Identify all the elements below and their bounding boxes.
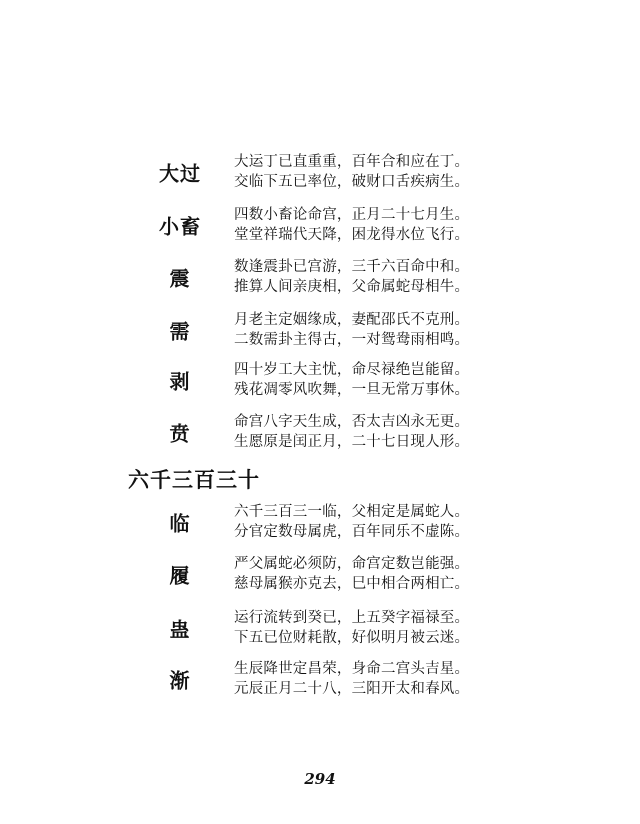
verse-entry bbox=[0, 659, 640, 699]
verse-line: 慈母属猴亦克去，巳中相合两相亡。 bbox=[234, 576, 470, 592]
hexagram-name: 大过 bbox=[159, 161, 201, 186]
verse-entry bbox=[0, 360, 640, 400]
verse-line: 命宫八字天生成，否太吉凶永无更。 bbox=[234, 414, 470, 430]
hexagram-name: 蛊 bbox=[169, 617, 191, 642]
page-number: 294 bbox=[304, 770, 336, 788]
verse-line: 残花凋零风吹舞，一旦无常万事休。 bbox=[234, 382, 470, 398]
hexagram-name: 小畜 bbox=[159, 214, 201, 239]
verse-line: 元辰正月二十八，三阳开太和春风。 bbox=[234, 681, 470, 697]
verse-line: 生愿原是闰正月，二十七日现人形。 bbox=[234, 434, 470, 450]
verse-line: 堂堂祥瑞代天降，困龙得水位飞行。 bbox=[234, 227, 470, 243]
hexagram-name: 剥 bbox=[169, 369, 191, 394]
verse-line: 分官定数母属虎，百年同乐不虚陈。 bbox=[234, 524, 470, 540]
verse-line: 运行流转到癸已，上五癸字福禄至。 bbox=[234, 610, 470, 626]
verse-entry bbox=[0, 205, 640, 245]
verse-entry bbox=[0, 554, 640, 594]
verse-line: 六千三百三一临，父相定是属蛇人。 bbox=[234, 504, 470, 520]
hexagram-name: 渐 bbox=[169, 668, 191, 693]
verse-entry bbox=[0, 310, 640, 350]
verse-line: 下五已位财耗散，好似明月被云迷。 bbox=[234, 630, 470, 646]
verse-line: 月老主定姻缘成，妻配邵氏不克刑。 bbox=[234, 312, 470, 328]
verse-line: 严父属蛇必须防，命宫定数岂能强。 bbox=[234, 556, 470, 572]
verse-line: 四数小畜论命宫，正月二十七月生。 bbox=[234, 207, 470, 223]
verse-entry bbox=[0, 502, 640, 542]
verse-line: 推算人间亲庚相，父命属蛇母相牛。 bbox=[234, 279, 470, 295]
verse-line: 交临下五已率位，破财口舌疾病生。 bbox=[234, 174, 470, 190]
verse-entry bbox=[0, 608, 640, 648]
hexagram-name: 需 bbox=[169, 319, 191, 344]
verse-line: 数逢震卦已宫游，三千六百命中和。 bbox=[234, 259, 470, 275]
section-heading: 六千三百三十 bbox=[128, 467, 260, 492]
verse-entry bbox=[0, 152, 640, 192]
hexagram-name: 履 bbox=[169, 563, 191, 588]
verse-entry bbox=[0, 412, 640, 452]
hexagram-name: 震 bbox=[169, 266, 191, 291]
verse-line: 二数需卦主得古，一对鸳鸯雨相鸣。 bbox=[234, 332, 470, 348]
hexagram-name: 贲 bbox=[169, 421, 191, 446]
verse-entry bbox=[0, 257, 640, 297]
verse-line: 生辰降世定昌荣，身命二宫头吉星。 bbox=[234, 661, 470, 677]
verse-line: 大运丁已直重重，百年合和应在丁。 bbox=[234, 154, 470, 170]
verse-line: 四十岁工大主忧，命尽禄绝岂能留。 bbox=[234, 362, 470, 378]
hexagram-name: 临 bbox=[169, 511, 191, 536]
